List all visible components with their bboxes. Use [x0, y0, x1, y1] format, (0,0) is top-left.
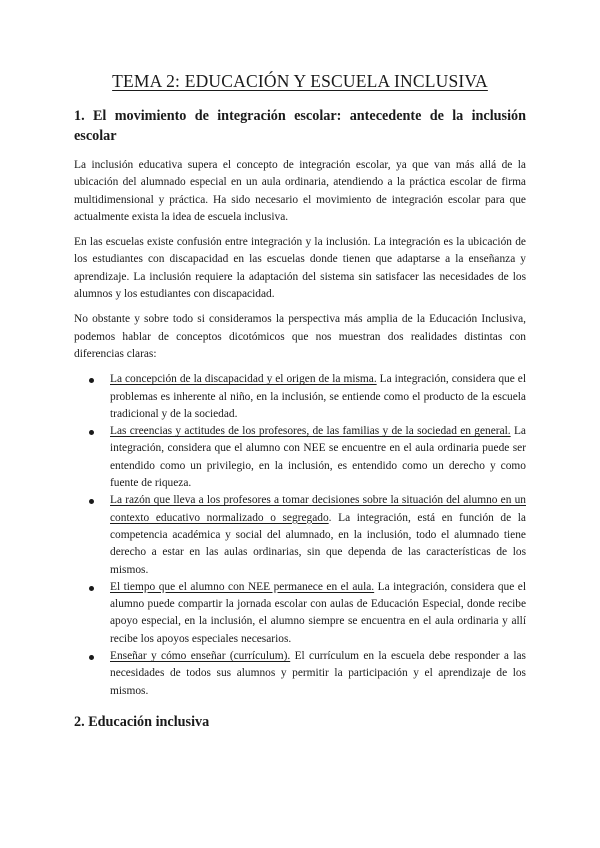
list-item-underlined: La concepción de la discapacidad y el origen de la misma.: [110, 373, 377, 386]
paragraph-2: En las escuelas existe confusión entre integración y la inclusión. La integración es la ubicación de los estudiantes con discapacidad en las escuelas donde tienen que adaptarse a la enseñanza y aprendizaje. La inclusión requiere la adaptación del sistema sin satisfacer las necesidades de los alumnos y los estudiantes con discapacidad.: [74, 236, 526, 301]
list-item-text: La integración, considera que el alumno puede compartir la jornada escolar con aulas de Educación Especial, donde recibe apoyo especial, en la inclusión, el alumno siempre se encuentra en el aula ordinaria y allí recibe los apoyos especiales necesarios.: [110, 580, 526, 645]
list-item-underlined: La razón que lleva a los profesores a tomar decisiones sobre la situación del alumno en un contexto educativo normalizado o segregado: [110, 494, 526, 524]
list-item-text: . La integración, está en función de la competencia académica y social del alumnado, en la inclusión, todo el alumnado tiene derecho a estar en las aulas ordinarias, sin que dependa de las características de los mismos.: [110, 511, 526, 576]
list-item: [74, 648, 526, 700]
list-item: [74, 492, 526, 578]
list-item-text: La integración, considera que el alumno con NEE se encuentre en el aula ordinaria puede ser entendido como un privilegio, en la inclusión, es entendido como un derecho y como fuente de riqueza.: [110, 425, 526, 490]
list-item-underlined: Enseñar y cómo enseñar (currículum).: [110, 650, 291, 663]
section-1-heading: 1. El movimiento de integración escolar: antecedente de la inclusión escolar: [74, 108, 526, 144]
list-item-underlined: El tiempo que el alumno con NEE permanece en el aula.: [110, 580, 375, 593]
bullet-icon: [89, 378, 94, 383]
paragraph-1: La inclusión educativa supera el concepto de integración escolar, ya que van más allá de la ubicación del alumnado especial en un aula ordinaria, atendiendo a la práctica escolar de firma multidimensional y práctica. Ha sido necesario el movimiento de integración escolar para que actualmente exista la idea de escuela inclusiva.: [74, 159, 526, 223]
list-item: [74, 423, 526, 492]
bullet-icon: [89, 430, 94, 435]
list-item-text: La integración, considera que el problemas es inherente al niño, en la inclusión, se entiende como el producto de la escuela tradicional y de la sociedad.: [110, 373, 526, 420]
list-item: [74, 579, 526, 648]
document-title: TEMA 2: EDUCACIÓN Y ESCUELA INCLUSIVA: [112, 71, 488, 91]
section-2-heading: 2. Educación inclusiva: [74, 713, 210, 730]
bullet-icon: [89, 586, 94, 591]
paragraph-3: No obstante y sobre todo si consideramos la perspectiva más amplia de la Educación Inclusiva, podemos hablar de conceptos dicotómicos que nos muestran dos realidades distintas con diferencias claras:: [74, 313, 526, 360]
list-item-text: El currículum en la escuela debe responder a las necesidades de todos sus alumnos y permitir la participación y el aprendizaje de los mismos.: [110, 650, 526, 697]
list-item: [74, 371, 526, 423]
bullet-icon: [89, 655, 94, 660]
dichotomy-list: [74, 371, 526, 700]
document-page: [74, 70, 526, 743]
list-item-underlined: Las creencias y actitudes de los profesores, de las familias y de la sociedad en general.: [110, 425, 511, 438]
bullet-icon: [89, 499, 94, 504]
